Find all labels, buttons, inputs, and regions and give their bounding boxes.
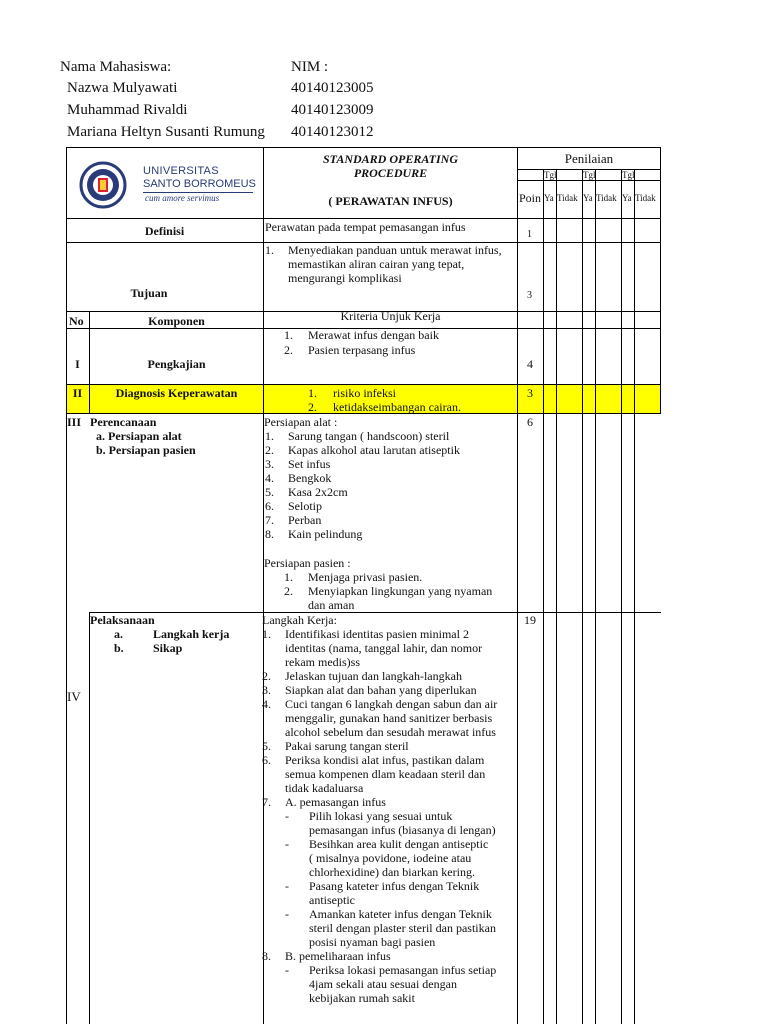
list-text: Identifikasi identitas pasien minimal 2 <box>285 627 469 641</box>
row-no: III <box>67 415 82 429</box>
row-sub-num: a. <box>114 627 123 641</box>
row-label: Diagnosis Keperawatan <box>115 386 238 400</box>
list-text: steril dengan plaster steril dan pastikan <box>309 921 496 935</box>
row-no: IV <box>67 689 81 704</box>
list-text: antiseptic <box>309 893 355 907</box>
row-sub-b: b. Persiapan pasien <box>96 443 196 457</box>
list-num: - <box>285 879 289 893</box>
row-sub-num: b. <box>114 641 124 655</box>
list-num: - <box>285 809 289 823</box>
list-num: 2. <box>308 400 317 414</box>
university-logo <box>79 161 259 209</box>
row-sub-a: a. Persiapan alat <box>96 429 182 443</box>
list-text: Cuci tangan 6 langkah dengan sabun dan air <box>285 697 498 711</box>
list-text: Kasa 2x2cm <box>288 485 348 499</box>
tujuan-line: memastikan aliran cairan yang tepat, <box>288 257 465 271</box>
list-text: kebijakan rumah sakit <box>309 991 415 1005</box>
student-nim: 40140123012 <box>291 124 374 140</box>
list-text: ( misalnya povidone, iodeine atau <box>309 851 472 865</box>
list-item-cont: dan aman <box>308 598 355 612</box>
list-text: Pilih lokasi yang sesuai untuk <box>309 809 453 823</box>
logo-line2: SANTO BORROMEUS <box>143 178 256 190</box>
tujuan-poin: 3 <box>527 290 532 301</box>
row-poin: 19 <box>524 613 536 627</box>
list-text: Bengkok <box>288 471 332 485</box>
ya-label: Ya <box>544 193 554 203</box>
tgl-label: Tgl <box>583 170 596 180</box>
definisi-poin: 1 <box>527 229 532 240</box>
pasien-title: Persiapan pasien : <box>264 556 351 570</box>
list-text: pemasangan infus (biasanya di lengan) <box>309 823 496 837</box>
student-name: Nazwa Mulyawati <box>67 80 178 96</box>
tujuan-label: Tujuan <box>130 286 168 300</box>
list-text: Pasang kateter infus dengan Teknik <box>309 879 480 893</box>
list-text: Set infus <box>288 457 331 471</box>
list-item: Menyiapkan lingkungan yang nyaman <box>308 584 493 598</box>
row-no: II <box>72 386 83 400</box>
poin-label: Poin <box>519 191 542 205</box>
list-text: alcohol sebelum dan sesudah merawat infus <box>285 725 496 739</box>
seal-icon <box>79 161 129 209</box>
list-num: - <box>285 963 289 977</box>
student-name: Mariana Heltyn Susanti Rumung <box>67 124 265 140</box>
list-text: tidak kadaluarsa <box>285 781 364 795</box>
list-num: 6. <box>262 753 271 767</box>
logo-line1: UNIVERSITAS <box>143 165 219 177</box>
list-item: Merawat infus dengan baik <box>308 328 439 342</box>
list-num: 8. <box>262 949 271 963</box>
col-no: No <box>69 314 84 328</box>
sop-subtitle: ( PERAWATAN INFUS) <box>328 194 453 208</box>
row-sub-b: Sikap <box>153 641 183 655</box>
list-text: 4jam sekali atau sesuai dengan <box>309 977 457 991</box>
list-text: Selotip <box>288 499 323 513</box>
list-item: Menjaga privasi pasien. <box>308 570 423 584</box>
list-num: 2. <box>265 443 274 457</box>
tidak-label: Tidak <box>596 193 617 203</box>
list-num: 1. <box>308 386 317 400</box>
langkah-title: Langkah Kerja: <box>262 613 337 627</box>
list-item: Pasien terpasang infus <box>308 343 416 357</box>
row-poin: 4 <box>527 357 533 371</box>
list-text: chlorhexidine) dan biarkan kering. <box>309 865 475 879</box>
tgl-label: Tgl <box>622 170 635 180</box>
nama-mahasiswa-label: Nama Mahasiswa: <box>60 59 172 75</box>
penilaian-label: Penilaian <box>564 151 614 166</box>
alat-title: Persiapan alat : <box>264 415 338 429</box>
tujuan-line: mengurangi komplikasi <box>288 271 402 285</box>
list-text: Pakai sarung tangan steril <box>285 739 409 753</box>
sop-title-line1: STANDARD OPERATING <box>322 152 459 166</box>
ya-label: Ya <box>583 193 593 203</box>
row-label: Pelaksanaan <box>90 613 155 627</box>
list-text: B. pemeliharaan infus <box>285 949 391 963</box>
list-text: Periksa kondisi alat infus, pastikan dalam <box>285 753 485 767</box>
row-label: Pengkajian <box>147 357 206 371</box>
list-num: 8. <box>265 527 274 541</box>
list-item: ketidakseimbangan cairan. <box>333 400 461 414</box>
list-num: 1. <box>284 328 293 342</box>
list-item: risiko infeksi <box>333 386 396 400</box>
list-text: Kain pelindung <box>288 527 363 541</box>
list-text: rekam medis)ss <box>285 655 360 669</box>
list-num: 2. <box>284 584 293 598</box>
tujuan-num: 1. <box>265 243 274 257</box>
list-text: identitas (nama, tanggal lahir, dan nomor <box>285 641 483 655</box>
list-num: 3. <box>265 457 274 471</box>
row-label: Perencanaan <box>90 415 157 429</box>
sop-title-line2: PROCEDURE <box>353 166 428 180</box>
list-num: 4. <box>262 697 271 711</box>
tidak-label: Tidak <box>635 193 656 203</box>
list-text: posisi nyaman bagi pasien <box>309 935 436 949</box>
list-num: 1. <box>284 570 293 584</box>
student-nim: 40140123005 <box>291 80 374 96</box>
tgl-label: Tgl <box>544 170 557 180</box>
list-num: 5. <box>262 739 271 753</box>
list-num: 2. <box>262 669 271 683</box>
definisi-text: Perawatan pada tempat pemasangan infus <box>265 220 466 234</box>
student-name: Muhammad Rivaldi <box>67 102 188 118</box>
list-num: 6. <box>265 499 274 513</box>
list-text: Periksa lokasi pemasangan infus setiap <box>309 963 497 977</box>
list-text: Perban <box>288 513 322 527</box>
col-komponen: Komponen <box>148 314 205 328</box>
row-sub-a: Langkah kerja <box>153 627 230 641</box>
list-num: 1. <box>262 627 271 641</box>
list-num: - <box>285 837 289 851</box>
row-no: I <box>75 357 80 371</box>
list-num: 5. <box>265 485 274 499</box>
list-text: Sarung tangan ( handscoon) steril <box>288 429 450 443</box>
tujuan-line: Menyediakan panduan untuk merawat infus, <box>288 243 502 257</box>
tidak-label: Tidak <box>557 193 578 203</box>
list-num: 7. <box>265 513 274 527</box>
list-num: 2. <box>284 343 293 357</box>
list-num: 4. <box>265 471 274 485</box>
ya-label: Ya <box>622 193 632 203</box>
row-poin: 3 <box>527 386 533 400</box>
list-text: Siapkan alat dan bahan yang diperlukan <box>285 683 477 697</box>
col-kriteria: Kriteria Unjuk Kerja <box>340 309 441 323</box>
row-poin: 6 <box>527 415 533 429</box>
list-num: 7. <box>262 795 271 809</box>
definisi-label: Definisi <box>144 224 185 238</box>
nim-label: NIM : <box>291 59 329 75</box>
list-text: Besihkan area kulit dengan antiseptic <box>309 837 489 851</box>
student-nim: 40140123009 <box>291 102 374 118</box>
list-text: menggalir, gunakan hand sanitizer berbasis <box>285 711 493 725</box>
list-text: Kapas alkohol atau larutan atiseptik <box>288 443 460 457</box>
list-text: A. pemasangan infus <box>285 795 386 809</box>
list-text: Amankan kateter infus dengan Teknik <box>309 907 492 921</box>
list-num: 1. <box>265 429 274 443</box>
list-num: - <box>285 907 289 921</box>
logo-motto: cum amore servimus <box>145 193 220 203</box>
list-text: Jelaskan tujuan dan langkah-langkah <box>285 669 462 683</box>
list-num: 3. <box>262 683 271 697</box>
list-text: semua kompenen dlam keadaan steril dan <box>285 767 486 781</box>
